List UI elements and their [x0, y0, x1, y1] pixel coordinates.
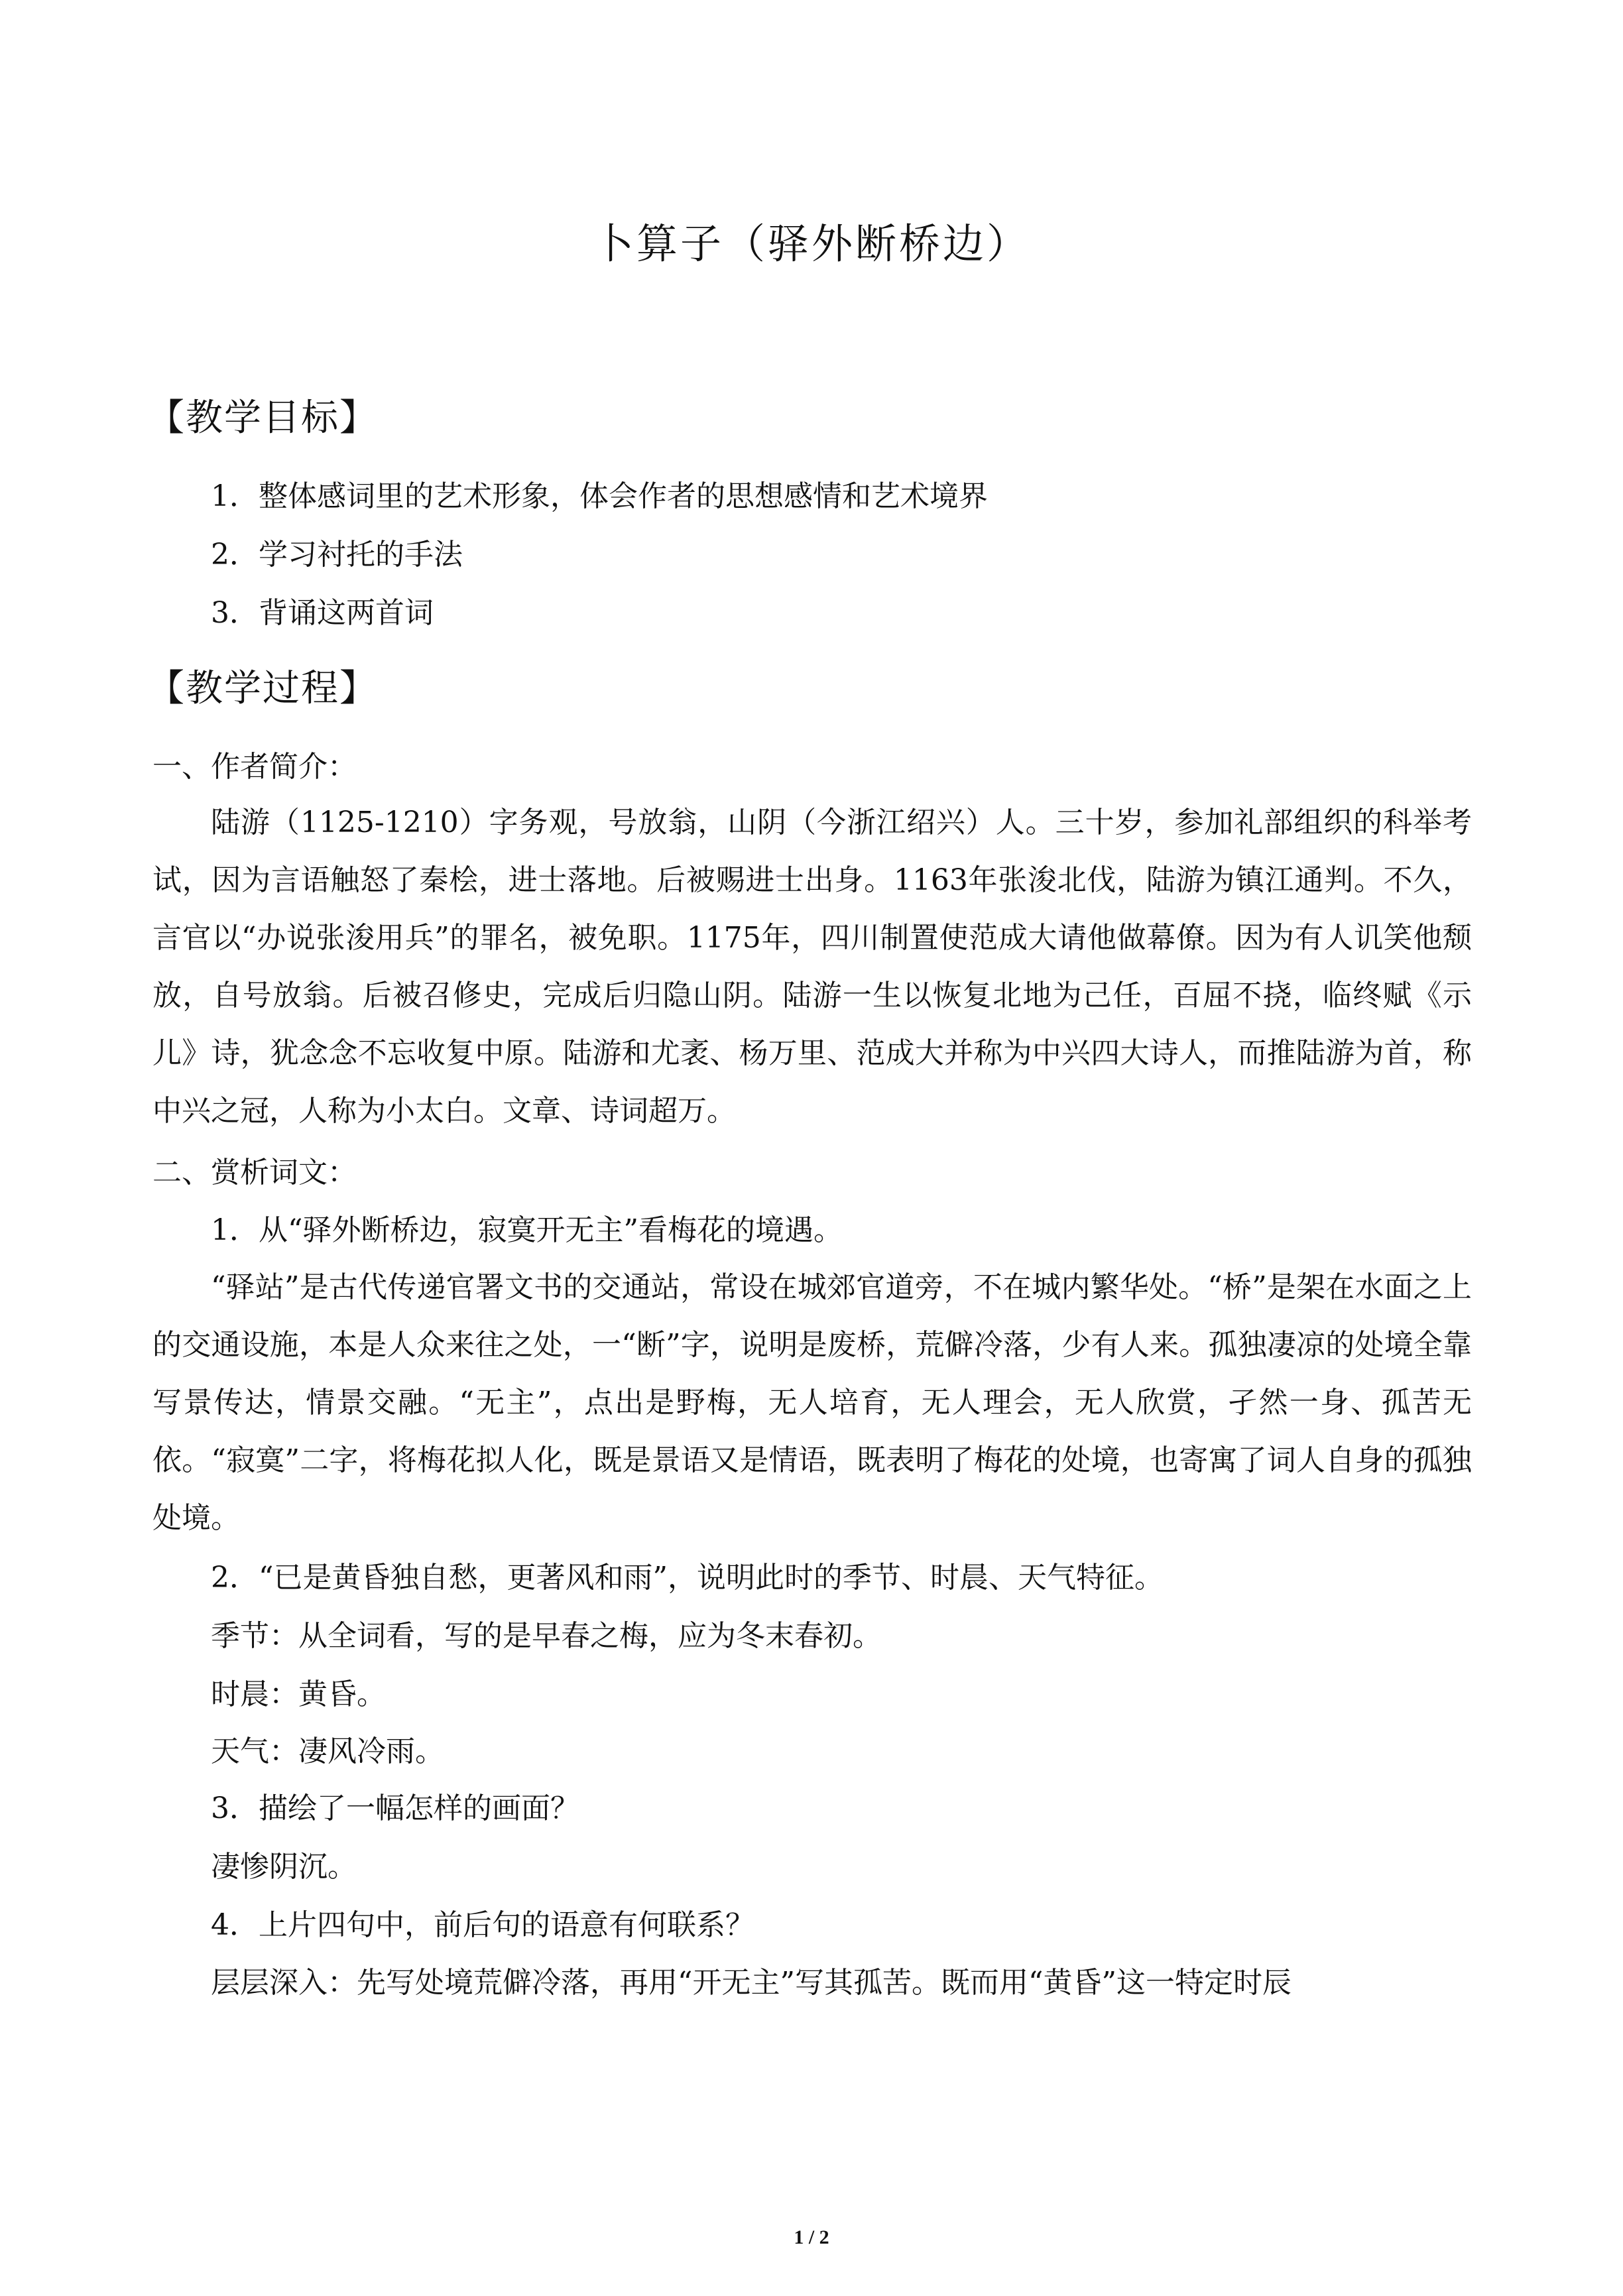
- question-1-answer: “驿站”是古代传递官署文书的交通站，常设在城郊官道旁，不在城内繁华处。“桥”是架在水面之上的交通设施，本是人众来往之处，一“断”字，说明是废桥，荒僻冷落，少有人来。孤独凄凉的处境全靠写景传达，情景交融。“无主”，点出是野梅，无人培育，无人理会，无人欣赏，孑然一身、孤苦无依。“寂寞”二字，将梅花拟人化，既是景语又是情语，既表明了梅花的处境，也寄寓了词人自身的孤独处境。: [152, 1270, 1472, 1535]
- goal-item-3: 3．背诵这两首词: [211, 596, 434, 630]
- question-2-weather: 天气：凄风冷雨。: [211, 1734, 444, 1768]
- author-intro-paragraph: 陆游（1125-1210）字务观，号放翁，山阴（今浙江绍兴）人。三十岁，参加礼部组织的科举考试，因为言语触怒了秦桧，进士落地。后被赐进士出身。1163年张浚北伐，陆游为镇江通判。不久，言官以“办说张浚用兵”的罪名，被免职。1175年，四川制置使范成大请他做幕僚。因为有人讥笑他颓放，自号放翁。后被召修史，完成后归隐山阴。陆游一生以恢复北地为己任，百屈不挠，临终赋《示儿》诗，犹念念不忘收复中原。陆游和尤袤、杨万里、范成大并称为中兴四大诗人，而推陆游为首，称中兴之冠，人称为小太白。文章、诗词超万。: [152, 806, 1472, 1128]
- question-2-time: 时晨：黄昏。: [211, 1677, 386, 1711]
- question-2: 2．“已是黄昏独自愁，更著风和雨”，说明此时的季节、时晨、天气特征。: [211, 1561, 1164, 1595]
- question-3-answer: 凄惨阴沉。: [211, 1850, 357, 1884]
- section-analysis-title: 二、赏析词文：: [152, 1156, 357, 1189]
- question-3: 3．描绘了一幅怎样的画面？: [211, 1791, 579, 1825]
- question-4-answer: 层层深入：先写处境荒僻冷落，再用“开无主”写其孤苦。既而用“黄昏”这一特定时辰: [211, 1966, 1292, 2000]
- process-heading: 【教学过程】: [147, 667, 378, 710]
- page-title: 卜算子（驿外断桥边）: [592, 219, 1030, 268]
- question-4: 4．上片四句中，前后句的语意有何联系？: [211, 1908, 754, 1942]
- page-number: 1 / 2: [794, 2226, 829, 2248]
- goal-item-2: 2．学习衬托的手法: [211, 538, 463, 572]
- section-author-title: 一、作者简介：: [152, 750, 357, 784]
- question-1: 1．从“驿外断桥边，寂寞开无主”看梅花的境遇。: [211, 1213, 843, 1247]
- goal-item-1: 1．整体感词里的艺术形象，体会作者的思想感情和艺术境界: [211, 479, 988, 513]
- question-2-season: 季节：从全词看，写的是早春之梅，应为冬末春初。: [211, 1619, 882, 1653]
- goals-heading: 【教学目标】: [147, 396, 378, 440]
